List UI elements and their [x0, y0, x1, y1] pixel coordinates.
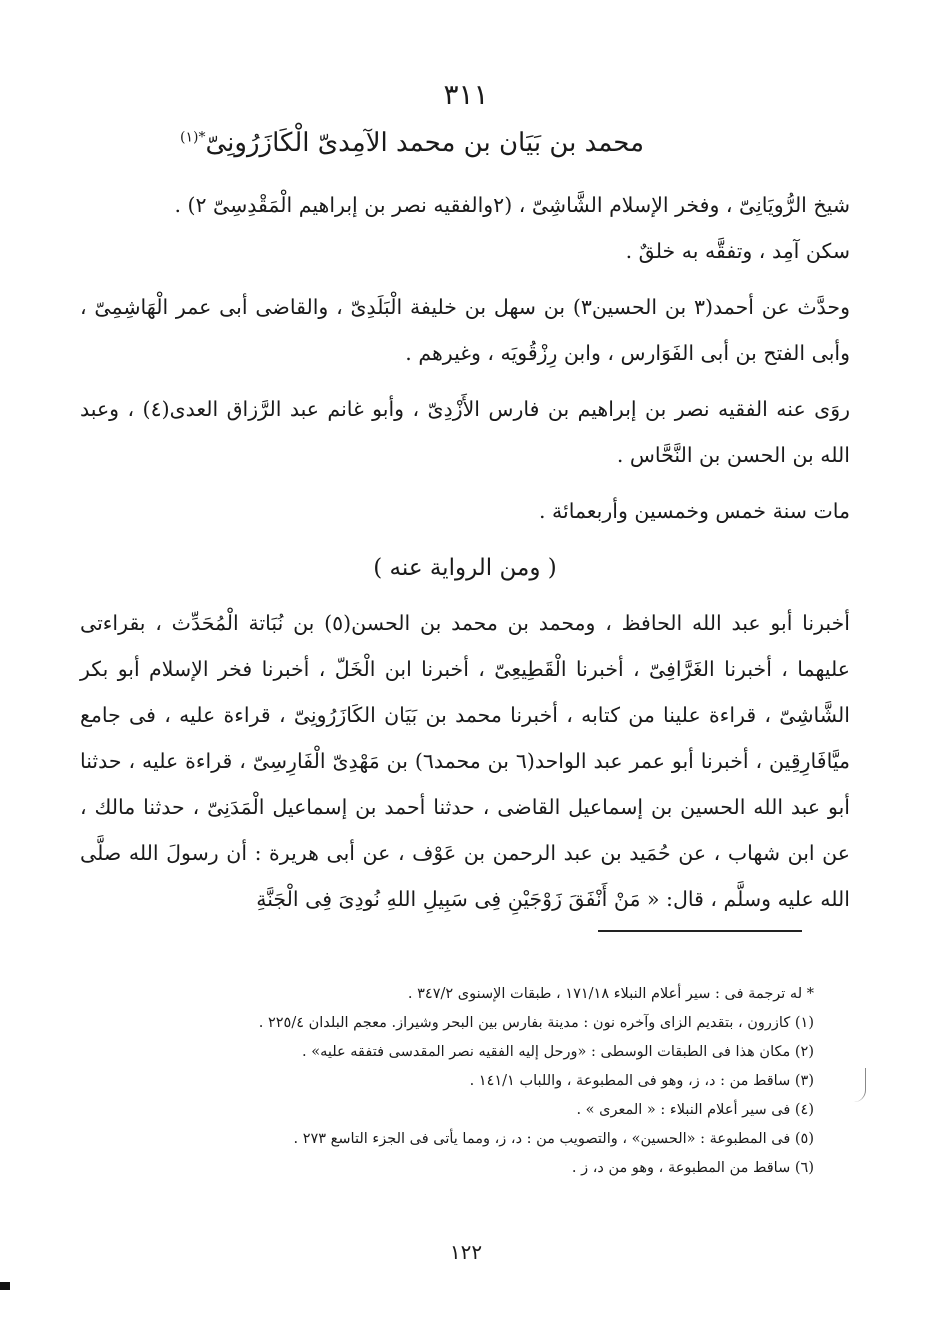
paragraph-residence: سكن آمِد ، وتفقَّه به خلقٌ .: [625, 239, 850, 263]
footnote-4: (٤) فى سير أعلام النبلاء : « المعرى » .: [576, 1102, 814, 1118]
paragraph-death: مات سنة خمس وخمسين وأربعمائة .: [538, 499, 850, 523]
paragraph-teachers: شيخ الرُّويَانِىّ ، وفخر الإسلام الشَّاشِىّ ، (٢والفقيه نصر بن إبراهيم الْمَقْدِسِىّ ٢) .: [174, 193, 850, 217]
paragraph-narrated-by: روَى عنه الفقيه نصر بن إبراهيم بن فارس الأَزْدِىّ ، وأبو غانم عبد الرَّزاق العدى(٤) ، وعبد الله بن الحسن بن النَّحَّاس .: [80, 397, 850, 467]
entry-title-marks: *(١): [180, 129, 206, 146]
footnote-3: (٣) ساقط من : د، ز، وهو فى المطبوعة ، واللباب ١٤١/١ .: [469, 1073, 814, 1089]
margin-mark: [845, 1068, 866, 1102]
paragraph-narration: أخبرنا أبو عبد الله الحافظ ، ومحمد بن محمد بن الحسن(٥) بن نُبَاتة الْمُحَدِّث ، بقراءتى عليهما ، أخبرنا الغَرَّافِىّ ، أخبرنا الْقَطِيعِىّ ، أخبرنا ابن الْخَلّ ، أخبرنا فخر الإسلام أبو بكر الشَّاشِىّ ، قراءة علينا من كتابه ، أخبرنا محمد بن بَيَان الكَازَرُونِىّ ، قراءة عليه ، فى جامع ميَّافَارِقِين ، أخبرنا أبو عمر عبد الواحد(٦ بن محمد٦) بن مَهْدِىّ الْفَارِسِىّ ، قراءة عليه ، حدثنا أبو عبد الله الحسين بن إسماعيل القاضى ، حدثنا أحمد بن إسماعيل الْمَدَنِىّ ، حدثنا مالك ، عن ابن شهاب ، عن حُمَيد بن عبد الرحمن بن عَوْف ، عن أبى هريرة : أن رسولَ الله صلَّى الله عليه وسلَّم ، قال: « مَنْ أَنْفَقَ زَوْجَيْنِ فِى سَبِيلِ اللهِ نُودِىَ فِى الْجَنَّةِ: [80, 611, 850, 911]
entry-title: [180, 128, 644, 158]
paragraph-narrated-from: وحدَّث عن أحمد(٣ بن الحسين٣) بن سهل بن خليفة الْبَلَدِىّ ، والقاضى أبى عمر الْهَاشِمِىّ ، وأبى الفتح بن أبى الفَوَارس ، وابن رِزْقُويَه ، وغيرهم .: [80, 295, 850, 365]
footnote-star: * له ترجمة فى : سير أعلام النبلاء ١٧١/١٨ ، طبقات الإسنوى ٣٤٧/٢ .: [407, 986, 814, 1002]
page-folio: ١٢٢: [449, 1240, 483, 1264]
section-heading: ( ومن الرواية عنه ): [373, 555, 557, 581]
footnote-2: (٢) مكان هذا فى الطبقات الوسطى : «ورحل إليه الفقيه نصر المقدسى فتفقه عليه» .: [301, 1044, 814, 1060]
main-text: [80, 182, 850, 922]
footnote-5: (٥) فى المطبوعة : «الحسين» ، والتصويب من : د، ز، ومما يأتى فى الجزء التاسع ٢٧٣ .: [293, 1131, 814, 1147]
footnote-1: (١) كازرون ، بتقديم الزاى وآخره نون : مدينة بفارس بين البحر وشيراز. معجم البلدان ٢٢٥/٤ .: [258, 1015, 814, 1031]
edge-mark: [0, 1282, 10, 1290]
entry-title-text: محمد بن بَيَان بن محمد الآمِدىّ الْكَازَرُونِىّ: [205, 128, 644, 158]
footnotes: [114, 980, 814, 1183]
footnote-6: (٦) ساقط من المطبوعة ، وهو من د، ز .: [571, 1160, 814, 1176]
footnote-rule: [598, 930, 802, 932]
entry-number: ٣١١: [443, 78, 489, 111]
